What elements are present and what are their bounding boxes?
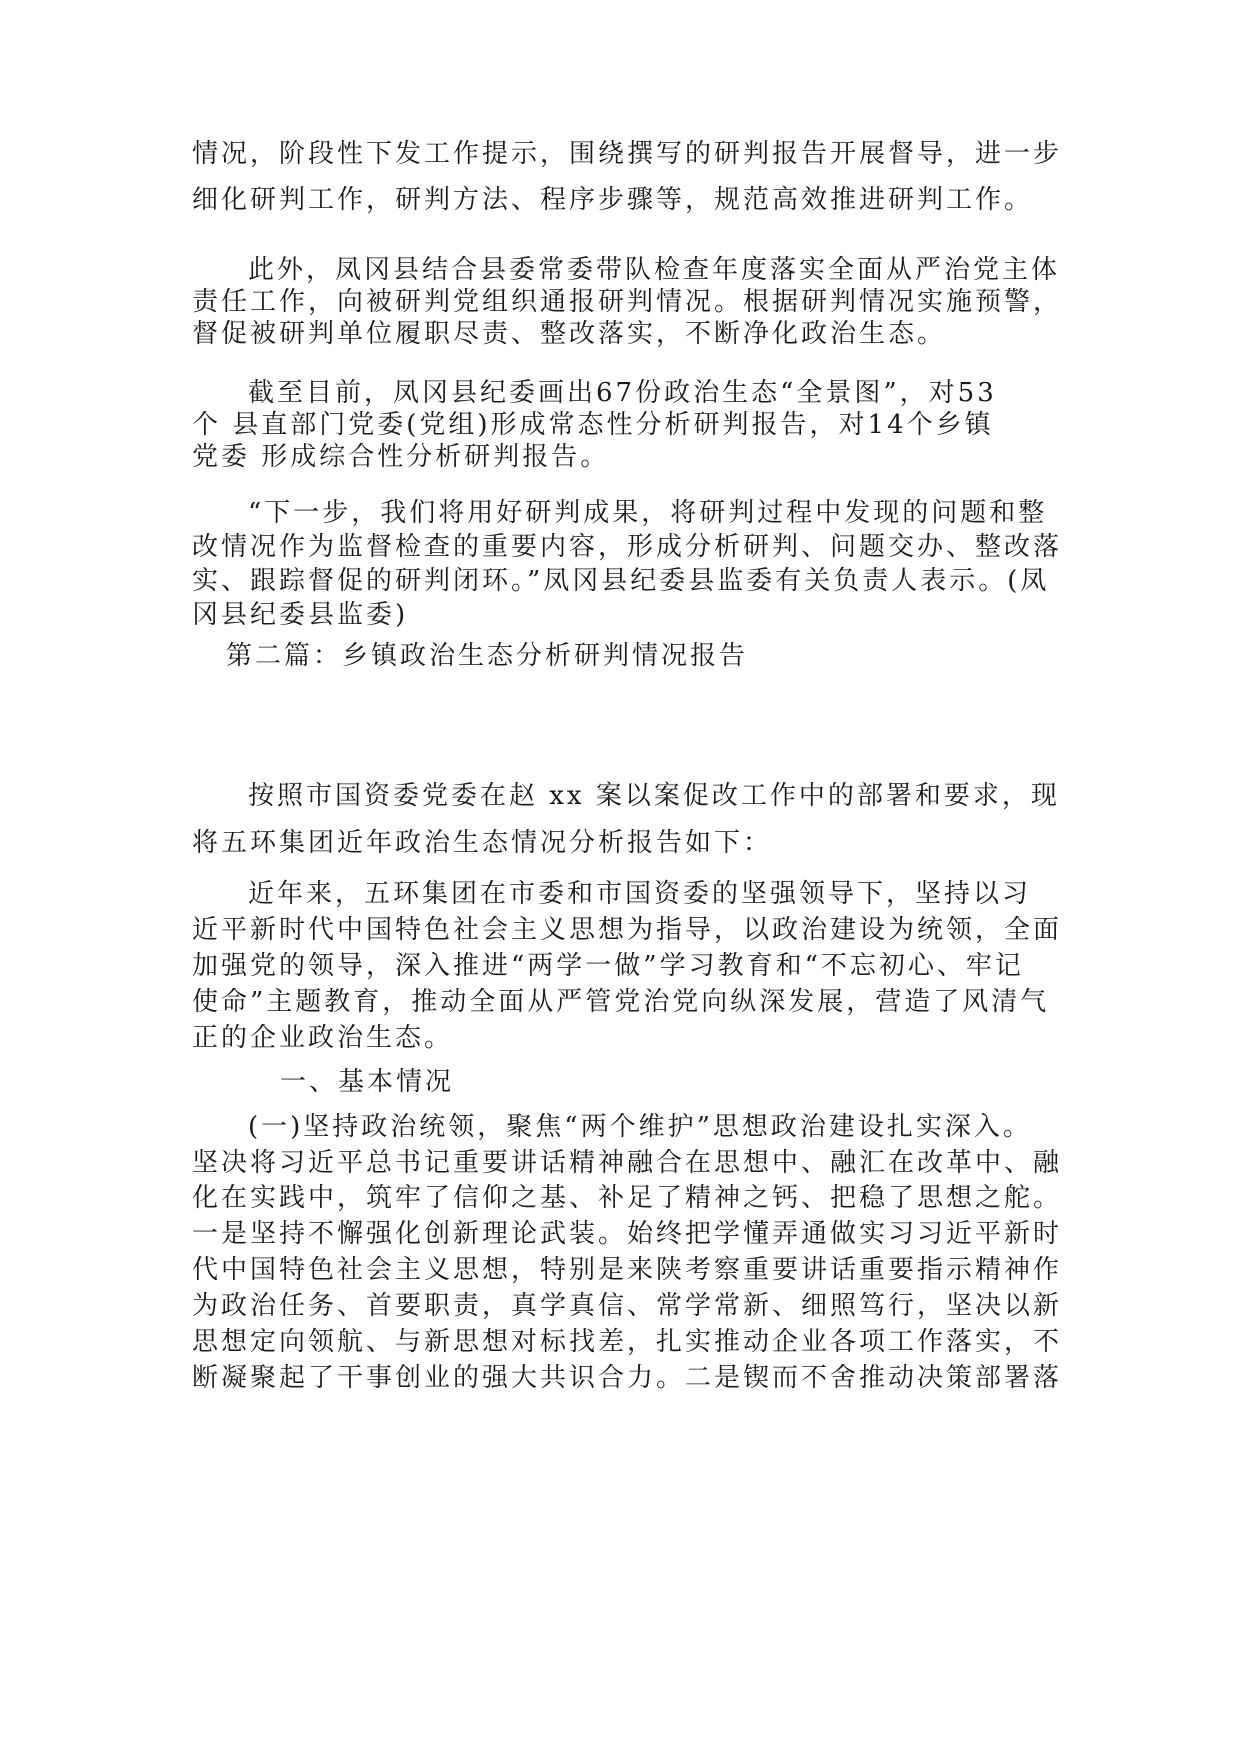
text-line: 党委 形成综合性分析研判报告。 [192, 442, 610, 472]
text-line: 责任工作，向被研判党组织通报研判情况。根据研判情况实施预警， [192, 287, 1063, 317]
text-line: 个 县直部门党委(党组)形成常态性分析研判报告，对14个乡镇 [192, 410, 994, 440]
text-line: 近年来，五环集团在市委和市国资委的坚强领导下，坚持以习 [248, 879, 1032, 909]
text-line: (一)坚持政治统领，聚焦“两个维护”思想政治建设扎实深入。 [248, 1112, 1032, 1142]
text-line: 细化研判工作，研判方法、程序步骤等，规范高效推进研判工作。 [192, 185, 1034, 215]
section-heading: 一、基本情况 [280, 1067, 455, 1097]
text-line: 坚决将习近平总书记重要讲话精神融合在思想中、融汇在改革中、融 [192, 1148, 1063, 1178]
text-line: 断凝聚起了干事创业的强大共识合力。二是锲而不舍推动决策部署落 [192, 1363, 1063, 1393]
text-line: 近平新时代中国特色社会主义思想为指导，以政治建设为统领，全面 [192, 915, 1063, 945]
text-line: 督促被研判单位履职尽责、整改落实，不断净化政治生态。 [192, 319, 947, 349]
text-line: 按照市国资委党委在赵 xx 案以案促改工作中的部署和要求，现 [248, 781, 1060, 811]
text-line: 思想定向领航、与新思想对标找差，扎实推动企业各项工作落实，不 [192, 1327, 1063, 1357]
text-line: 情况，阶段性下发工作提示，围绕撰写的研判报告开展督导，进一步 [192, 139, 1063, 169]
text-line: 一是坚持不懈强化创新理论武装。始终把学懂弄通做实习习近平新时 [192, 1219, 1063, 1249]
text-line: 化在实践中，筑牢了信仰之基、补足了精神之钙、把稳了思想之舵。 [192, 1183, 1063, 1213]
text-line: 为政治任务、首要职责，真学真信、常学常新、细照笃行，坚决以新 [192, 1291, 1063, 1321]
text-line: 加强党的领导，深入推进“两学一做”学习教育和“不忘初心、牢记 [192, 951, 1024, 981]
text-line: “下一步，我们将用好研判成果，将研判过程中发现的问题和整 [248, 498, 1048, 528]
text-line: 此外，凤冈县结合县委常委带队检查年度落实全面从严治党主体 [248, 255, 1061, 285]
text-line: 将五环集团近年政治生态情况分析报告如下： [192, 828, 773, 858]
text-line: 代中国特色社会主义思想，特别是来陕考察重要讲话重要指示精神作 [192, 1255, 1063, 1285]
section-title: 第二篇：乡镇政治生态分析研判情况报告 [226, 641, 749, 671]
text-line: 使命”主题教育，推动全面从严管党治党向纵深发展，营造了风清气 [192, 987, 1050, 1017]
text-line: 正的企业政治生态。 [192, 1023, 454, 1053]
text-line: 截至目前，凤冈县纪委画出67份政治生态“全景图”，对53 [248, 378, 997, 408]
text-line: 实、跟踪督促的研判闭环。”凤冈县纪委县监委有关负责人表示。(凤 [192, 566, 1050, 596]
text-line: 冈县纪委县监委) [192, 600, 409, 630]
text-line: 改情况作为监督检查的重要内容，形成分析研判、问题交办、整改落 [192, 532, 1063, 562]
